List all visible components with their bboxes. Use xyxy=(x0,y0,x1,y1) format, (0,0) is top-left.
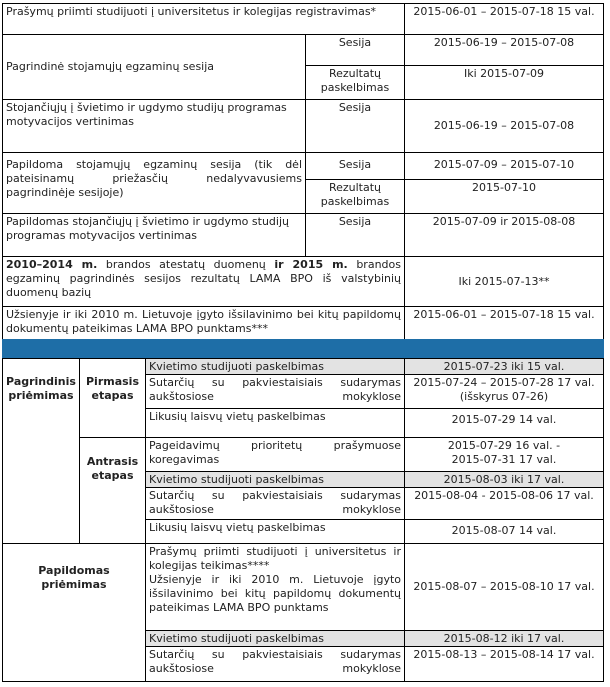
stage2-priorities-label: Pageidavimų prioritetų prašymuose koregavimas xyxy=(149,439,401,466)
main-exam-results-dates-cell xyxy=(404,65,604,100)
foreign-education-label-cell xyxy=(2,306,405,340)
stage2-title: Antrasis etapas xyxy=(86,455,139,482)
additional-applications-dates: 2015-08-07 – 2015-08-10 17 val. xyxy=(413,580,595,593)
additional-contracts-label-cell xyxy=(145,646,405,682)
extra-exam-results-dates: 2015-07-10 xyxy=(472,181,536,194)
stage1-title-cell xyxy=(79,358,146,438)
registration-dates-cell xyxy=(404,3,604,35)
stage1-vacancies-dates: 2015-07-29 14 val. xyxy=(451,413,557,426)
stage2-invitation-label-cell xyxy=(145,471,405,488)
main-exam-session-sub-cell xyxy=(305,34,405,66)
stage2-invitation-label: Kvietimo studijuoti paskelbimas xyxy=(149,473,325,486)
stage2-contracts-dates: 2015-08-04 - 2015-08-06 17 val. xyxy=(414,489,594,502)
main-admission-title-cell xyxy=(2,358,80,544)
extra-exam-results-sub-cell xyxy=(305,179,405,214)
maturity-data-dates: Iki 2015-07-13** xyxy=(458,274,550,288)
extra-motivation-dates-cell xyxy=(404,213,604,257)
motivation-assessment-label-cell xyxy=(2,99,306,153)
stage1-invitation-dates-cell xyxy=(404,358,604,375)
motivation-assessment-sub: Sesija xyxy=(338,101,372,114)
additional-invitation-label: Kvietimo studijuoti paskelbimas xyxy=(149,632,325,645)
additional-invitation-label-cell xyxy=(145,630,405,647)
main-exam-results-sub: Rezultatų paskelbimas xyxy=(320,67,390,94)
motivation-assessment-sub-cell xyxy=(305,99,405,153)
foreign-education-label: Užsienyje ir iki 2010 m. Lietuvoje įgyto išsilavinimo bei kitų papildomų dokumentų pateikimas LAMA BPO punktams*** xyxy=(6,308,401,335)
stage2-contracts-label-cell xyxy=(145,487,405,520)
stage1-title: Pirmasis etapas xyxy=(85,375,139,402)
stage2-priorities-dates-line2: 2015-07-31 17 val. xyxy=(451,453,557,466)
stage2-priorities-dates-cell xyxy=(404,437,604,472)
stage1-vacancies-label-cell xyxy=(145,408,405,438)
additional-admission-title: Papildomas priėmimas xyxy=(38,564,110,591)
maturity-years-bold: 2010–2014 m. xyxy=(6,258,98,271)
stage1-contracts-label: Sutarčių su pakviestaisiais sudarymas aukštosiose mokyklose xyxy=(149,376,401,403)
stage2-vacancies-dates: 2015-08-07 14 val. xyxy=(451,524,557,537)
section-separator-bar xyxy=(2,339,604,359)
extra-exam-results-sub: Rezultatų paskelbimas xyxy=(320,181,390,208)
additional-invitation-dates-cell xyxy=(404,630,604,647)
maturity-data-label-cell xyxy=(2,256,405,307)
registration-label: Prašymų priimti studijuoti į universitetus ir kolegijas registravimas* xyxy=(6,5,377,18)
main-exam-session-dates-cell xyxy=(404,34,604,66)
main-exam-session-label-cell xyxy=(2,34,306,100)
extra-exam-session-sub: Sesija xyxy=(338,158,372,171)
main-exam-results-dates: Iki 2015-07-09 xyxy=(463,67,545,80)
maturity-text-2: brandos egzaminų pagrindinės sesijos rezultatų LAMA BPO iš valstybinių duomenų bazių xyxy=(6,258,401,299)
main-admission-title: Pagrindinis priėmimas xyxy=(6,375,76,402)
additional-admission-title-cell xyxy=(2,543,146,682)
main-exam-session-dates: 2015-06-19 – 2015-07-08 xyxy=(433,36,575,49)
additional-applications-dates-cell xyxy=(404,543,604,631)
additional-applications-label: Prašymų priimti studijuoti į universitetus ir kolegijas teikimas**** xyxy=(149,545,401,572)
main-exam-session-label: Pagrindinė stojamųjų egzaminų sesija xyxy=(6,60,215,73)
additional-contracts-dates: 2015-08-13 – 2015-08-14 17 val. xyxy=(413,648,595,661)
additional-contracts-label: Sutarčių su pakviestaisiais sudarymas aukštosiose mokyklose xyxy=(149,648,401,675)
extra-motivation-label: Papildomas stojančiųjų į švietimo ir ugdymo studijų programas motyvacijos vertinimas xyxy=(6,215,289,242)
main-exam-session-sub: Sesija xyxy=(338,36,372,49)
stage1-vacancies-label: Likusių laisvų vietų paskelbimas xyxy=(149,410,326,423)
foreign-education-dates-cell xyxy=(404,306,604,340)
extra-exam-session-dates-cell xyxy=(404,152,604,180)
registration-dates: 2015-06-01 – 2015-07-18 15 val. xyxy=(413,5,595,18)
maturity-data-dates-cell xyxy=(404,256,604,307)
stage1-invitation-label-cell xyxy=(145,358,405,375)
extra-motivation-dates: 2015-07-09 ir 2015-08-08 xyxy=(432,215,576,228)
stage2-contracts-dates-cell xyxy=(404,487,604,520)
additional-contracts-dates-cell xyxy=(404,646,604,682)
stage2-priorities-dates-line1: 2015-07-29 16 val. - xyxy=(447,439,561,452)
stage2-vacancies-label: Likusių laisvų vietų paskelbimas xyxy=(149,521,326,534)
foreign-education-dates: 2015-06-01 – 2015-07-18 15 val. xyxy=(413,308,595,321)
motivation-assessment-dates-cell xyxy=(404,99,604,153)
extra-motivation-label-cell xyxy=(2,213,306,257)
stage2-contracts-label: Sutarčių su pakviestaisiais sudarymas aukštosiose mokyklose xyxy=(149,489,401,516)
motivation-assessment-dates: 2015-06-19 – 2015-07-08 xyxy=(433,119,575,132)
extra-motivation-sub-cell xyxy=(305,213,405,257)
additional-documents-label: Užsienyje ir iki 2010 m. Lietuvoje įgyto išsilavinimo bei kitų papildomų dokumentų pateikimas LAMA BPO punktams xyxy=(149,573,401,614)
stage2-invitation-dates: 2015-08-03 iki 17 val. xyxy=(443,473,565,486)
stage2-vacancies-label-cell xyxy=(145,519,405,544)
stage1-vacancies-dates-cell xyxy=(404,408,604,438)
extra-exam-session-sub-cell xyxy=(305,152,405,180)
stage1-contracts-dates-cell xyxy=(404,374,604,409)
motivation-assessment-label: Stojančiųjų į švietimo ir ugdymo studijų programas motyvacijos vertinimas xyxy=(6,101,287,128)
stage1-contracts-dates-line2: (išskyrus 07-26) xyxy=(459,390,549,403)
additional-invitation-dates: 2015-08-12 iki 17 val. xyxy=(443,632,565,645)
extra-exam-results-dates-cell xyxy=(404,179,604,214)
stage1-invitation-label: Kvietimo studijuoti paskelbimas xyxy=(149,360,325,373)
registration-label-cell xyxy=(2,3,405,35)
main-exam-results-sub-cell xyxy=(305,65,405,100)
additional-applications-label-cell xyxy=(145,543,405,631)
stage1-invitation-dates: 2015-07-23 iki 15 val. xyxy=(443,360,565,373)
stage2-priorities-label-cell xyxy=(145,437,405,472)
stage2-invitation-dates-cell xyxy=(404,471,604,488)
extra-exam-session-label: Papildoma stojamųjų egzaminų sesija (tik dėl pateisinamų priežasčių nedalyvavusiems pagrindinėje sesijoje) xyxy=(6,158,302,199)
stage1-contracts-dates-line1: 2015-07-24 – 2015-07-28 17 val. xyxy=(413,376,595,389)
stage2-title-cell xyxy=(79,437,146,544)
stage2-vacancies-dates-cell xyxy=(404,519,604,544)
extra-motivation-sub: Sesija xyxy=(338,215,372,228)
stage1-contracts-label-cell xyxy=(145,374,405,409)
maturity-year-2015-bold: ir 2015 m. xyxy=(274,258,348,271)
maturity-text-1: brandos atestatų duomenų xyxy=(97,258,275,271)
extra-exam-session-label-cell xyxy=(2,152,306,214)
extra-exam-session-dates: 2015-07-09 – 2015-07-10 xyxy=(433,158,575,171)
